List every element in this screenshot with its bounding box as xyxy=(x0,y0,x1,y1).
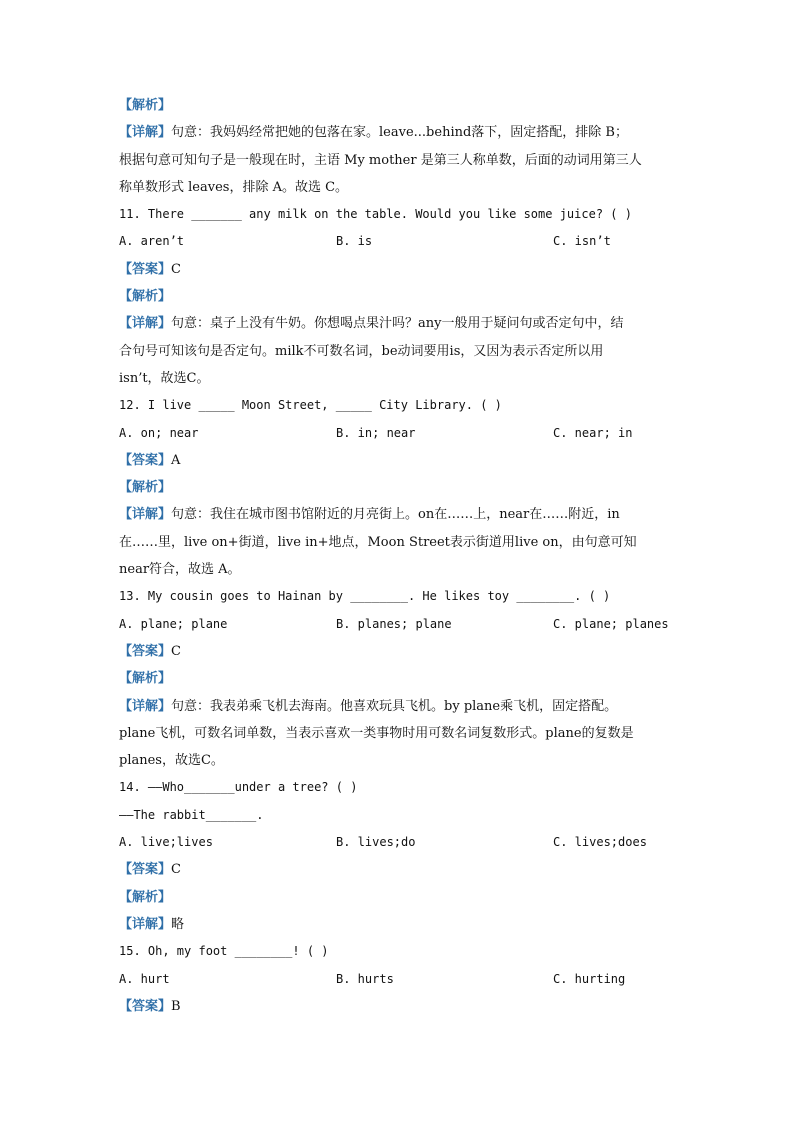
option-item: A. hurt xyxy=(119,971,170,986)
section-tag: 【答案】 xyxy=(119,862,172,878)
option-row xyxy=(119,228,679,255)
section-tag: 【解析】 xyxy=(119,671,172,687)
option-item: C. lives;does xyxy=(553,835,647,850)
answer-section-line xyxy=(119,638,679,665)
answer-section-line xyxy=(119,256,679,283)
option-item: C. near; in xyxy=(553,425,633,440)
option-item: B. lives;do xyxy=(336,835,416,850)
detail-line xyxy=(119,147,679,174)
section-text: A xyxy=(171,452,181,468)
section-text: 略 xyxy=(171,916,185,932)
answer-section-line xyxy=(119,447,679,474)
detail-text: 句意：我住在城市图书馆附近的月亮街上。on在……上，near在……附近，in xyxy=(171,507,620,523)
section-text: C xyxy=(171,643,181,659)
section-tag: 【答案】 xyxy=(119,643,172,659)
question-text: 13. My cousin goes to Hainan by ________. He likes toy ________. ( ) xyxy=(119,589,611,604)
detail-text: planes，故选C。 xyxy=(119,753,224,769)
section-tag: 【解析】 xyxy=(119,289,172,305)
option-item: A. plane; plane xyxy=(119,616,228,631)
section-tag: 【答案】 xyxy=(119,452,172,468)
section-tag: 【详解】 xyxy=(119,507,172,523)
detail-text: 句意：我表弟乘飞机去海南。他喜欢玩具飞机。by plane乘飞机，固定搭配。 xyxy=(171,698,618,714)
detail-line xyxy=(119,693,679,720)
option-item: A. aren’t xyxy=(119,234,185,249)
option-item: A. live;lives xyxy=(119,835,213,850)
answer-section-line xyxy=(119,92,679,119)
question-text: 12. I live _____ Moon Street, _____ City Library. ( ) xyxy=(119,398,502,413)
answer-section-line xyxy=(119,283,679,310)
detail-line xyxy=(119,556,679,583)
section-text: B xyxy=(171,998,181,1014)
detail-line xyxy=(119,338,679,365)
option-row xyxy=(119,966,679,993)
section-tag: 【详解】 xyxy=(119,916,172,932)
section-text: C xyxy=(171,862,181,878)
document-page xyxy=(119,92,679,1020)
answer-section-line xyxy=(119,884,679,911)
section-tag: 【详解】 xyxy=(119,125,172,141)
detail-text: near符合，故选 A。 xyxy=(119,562,241,578)
detail-line xyxy=(119,720,679,747)
section-text: C xyxy=(171,261,181,277)
detail-line xyxy=(119,310,679,337)
section-tag: 【详解】 xyxy=(119,316,172,332)
option-row xyxy=(119,611,679,638)
option-item: B. is xyxy=(336,234,373,249)
section-tag: 【答案】 xyxy=(119,998,172,1014)
section-tag: 【解析】 xyxy=(119,889,172,905)
detail-line xyxy=(119,501,679,528)
detail-line xyxy=(119,119,679,146)
section-tag: 【详解】 xyxy=(119,698,172,714)
option-item: A. on; near xyxy=(119,425,199,440)
option-item: C. hurting xyxy=(553,971,626,986)
option-item: C. plane; planes xyxy=(553,616,669,631)
answer-section-line xyxy=(119,911,679,938)
answer-section-line xyxy=(119,665,679,692)
option-item: C. isn’t xyxy=(553,234,611,249)
detail-line xyxy=(119,365,679,392)
detail-text: isn’t，故选C。 xyxy=(119,370,210,386)
detail-text: 根据句意可知句子是一般现在时，主语 My mother 是第三人称单数，后面的动词用第三人 xyxy=(119,152,642,168)
option-item: B. planes; plane xyxy=(336,616,452,631)
detail-text: 合句号可知该句是否定句。milk不可数名词，be动词要用is，又因为表示否定所以用 xyxy=(119,343,604,359)
detail-text: 句意：我妈妈经常把她的包落在家。leave...behind落下，固定搭配，排除 B； xyxy=(171,125,628,141)
detail-line xyxy=(119,529,679,556)
detail-text: plane飞机，可数名词单数，当表示喜欢一类事物时用可数名词复数形式。plane的复数是 xyxy=(119,725,634,741)
answer-section-line xyxy=(119,474,679,501)
section-tag: 【解析】 xyxy=(119,480,172,496)
option-item: B. in; near xyxy=(336,425,416,440)
question-text: 11. There _______ any milk on the table. Would you like some juice? ( ) xyxy=(119,207,632,222)
detail-text: 句意：桌子上没有牛奶。你想喝点果汁吗？any一般用于疑问句或否定句中，结 xyxy=(171,316,624,332)
detail-line xyxy=(119,747,679,774)
answer-section-line xyxy=(119,856,679,883)
question-text: 14. ——Who_______under a tree? ( ) xyxy=(119,780,358,795)
section-tag: 【答案】 xyxy=(119,261,172,277)
option-item: B. hurts xyxy=(336,971,394,986)
question-text: 15. Oh, my foot ________! ( ) xyxy=(119,944,329,959)
option-row xyxy=(119,829,679,856)
answer-section-line xyxy=(119,993,679,1020)
section-tag: 【解析】 xyxy=(119,98,172,113)
detail-line xyxy=(119,174,679,201)
detail-text: 在……里，live on+街道，live in+地点，Moon Street表示街道用live on，由句意可知 xyxy=(119,534,637,550)
option-row xyxy=(119,420,679,447)
detail-text: 称单数形式 leaves，排除 A。故选 C。 xyxy=(119,179,349,195)
question-text: ——The rabbit_______. xyxy=(119,807,264,822)
